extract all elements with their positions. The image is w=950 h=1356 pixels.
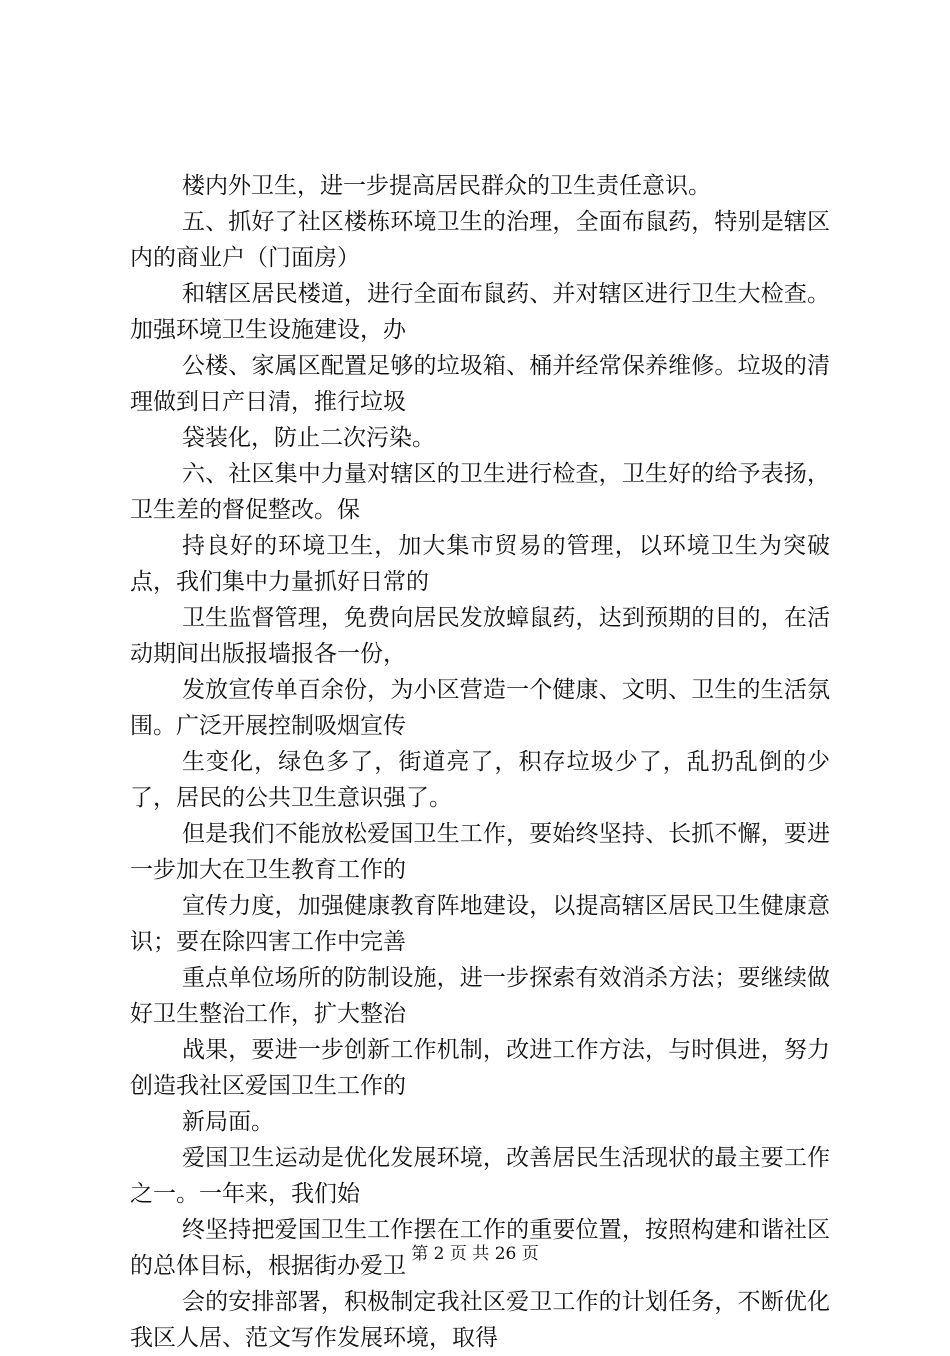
paragraph-1: 楼内外卫生，进一步提高居民群众的卫生责任意识。 [182,173,711,199]
paragraph-13: 重点单位场所的防制设施，进一步探索有效消杀方法；要继续做好卫生整治工作，扩大整治 [130,965,830,1027]
document-body [130,168,830,1356]
paragraph-6: 六、社区集中力量对辖区的卫生进行检查，卫生好的给予表扬，卫生差的督促整改。保 [130,461,830,523]
paragraph-15: 新局面。 [182,1109,274,1135]
paragraph-11: 但是我们不能放松爱国卫生工作，要始终坚持、长抓不懈，要进一步加大在卫生教育工作的 [130,821,830,883]
paragraph-10: 生变化，绿色多了，街道亮了，积存垃圾少了，乱扔乱倒的少了，居民的公共卫生意识强了。 [130,749,830,811]
page-number-label: 第 2 页 共 26 页 [411,1244,539,1264]
paragraph-9: 发放宣传单百余份，为小区营造一个健康、文明、卫生的生活氛围。广泛开展控制吸烟宣传 [130,677,830,739]
paragraph-7: 持良好的环境卫生，加大集市贸易的管理，以环境卫生为突破点，我们集中力量抓好日常的 [130,533,830,595]
paragraph-4: 公楼、家属区配置足够的垃圾箱、桶并经常保养维修。垃圾的清理做到日产日清，推行垃圾 [130,353,830,415]
paragraph-3: 和辖区居民楼道，进行全面布鼠药、并对辖区进行卫生大检查。加强环境卫生设施建设，办 [130,281,830,343]
page-footer [0,1243,950,1265]
paragraph-16: 爱国卫生运动是优化发展环境，改善居民生活现状的最主要工作之一。一年来，我们始 [130,1145,830,1207]
paragraph-8: 卫生监督管理，免费向居民发放蟑鼠药，达到预期的目的，在活动期间出版报墙报各一份， [130,605,830,667]
paragraph-12: 宣传力度，加强健康教育阵地建设，以提高辖区居民卫生健康意识；要在除四害工作中完善 [130,893,830,955]
paragraph-2: 五、抓好了社区楼栋环境卫生的治理，全面布鼠药，特别是辖区内的商业户（门面房） [130,209,830,271]
paragraph-17: 终坚持把爱国卫生工作摆在工作的重要位置，按照构建和谐社区的总体目标，根据街办爱卫 [130,1217,830,1279]
paragraph-5: 袋装化，防止二次污染。 [182,425,435,451]
paragraph-14: 战果，要进一步创新工作机制，改进工作方法，与时俱进，努力创造我社区爱国卫生工作的 [130,1037,830,1099]
paragraph-18: 会的安排部署，积极制定我社区爱卫工作的计划任务，不断优化我区人居、范文写作发展环境，取得 [130,1289,830,1351]
